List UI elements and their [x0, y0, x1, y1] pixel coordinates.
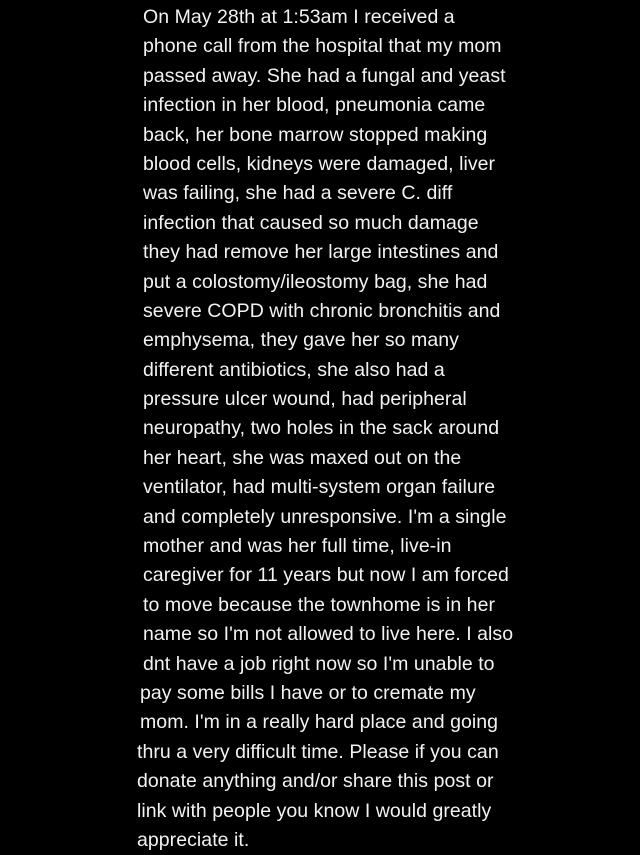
story-line: dnt have a job right now so I'm unable to — [143, 652, 495, 675]
story-line: name so I'm not allowed to live here. I also — [143, 623, 514, 646]
story-line: link with people you know I would greatly — [137, 799, 492, 822]
story-line: ventilator, had multi-system organ failure — [143, 476, 496, 499]
story-line: infection in her blood, pneumonia came — [143, 94, 486, 117]
story-line: put a colostomy/ileostomy bag, she had — [143, 270, 488, 293]
story-line: they had remove her large intestines and — [143, 241, 499, 264]
story-line: and completely unresponsive. I'm a single — [143, 505, 507, 528]
story-line: phone call from the hospital that my mom — [143, 35, 502, 58]
story-line: donate anything and/or share this post or — [137, 770, 494, 793]
story-line: infection that caused so much damage — [143, 211, 479, 234]
story-line: pressure ulcer wound, had peripheral — [143, 388, 467, 411]
story-line: mom. I'm in a really hard place and going — [140, 711, 499, 734]
story-line: emphysema, they gave her so many — [143, 329, 459, 352]
story-line: pay some bills I have or to cremate my — [140, 681, 476, 704]
story-line: her heart, she was maxed out on the — [143, 446, 462, 469]
story-line: mother and was her full time, live-in — [143, 535, 452, 558]
story-line: On May 28th at 1:53am I received a — [143, 6, 455, 28]
story-line: blood cells, kidneys were damaged, liver — [143, 152, 496, 175]
story-line: was failing, she had a severe C. diff — [143, 182, 453, 205]
story-text-block — [0, 3, 640, 855]
story-line: passed away. She had a fungal and yeast — [143, 64, 506, 87]
story-line: thru a very difficult time. Please if you can — [137, 740, 499, 763]
story-line: different antibiotics, she also had a — [143, 358, 445, 381]
story-line: neuropathy, two holes in the sack around — [143, 417, 500, 440]
story-line: to move because the townhome is in her — [143, 593, 496, 616]
story-line: severe COPD with chronic bronchitis and — [143, 299, 501, 322]
story-line: back, her bone marrow stopped making — [143, 123, 488, 146]
story-line: caregiver for 11 years but now I am forced — [143, 564, 509, 587]
story-line: appreciate it. — [137, 828, 250, 851]
